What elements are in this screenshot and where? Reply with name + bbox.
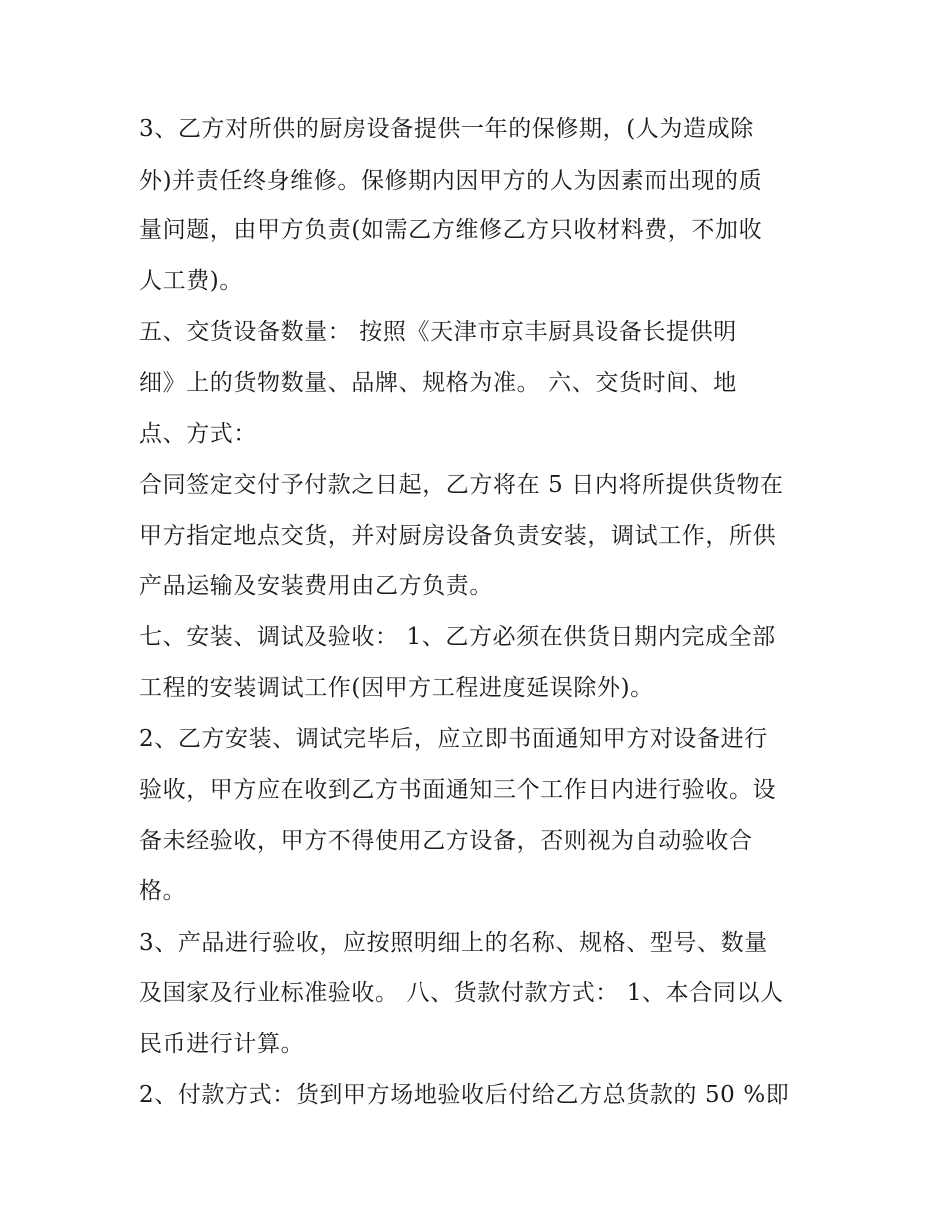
- text-line: 五、交货设备数量： 按照《天津市京丰厨具设备长提供明: [139, 319, 737, 345]
- text-line: 人工费)。: [139, 268, 243, 294]
- text-line: 工程的安装调试工作(因甲方工程进度延误除外)。: [139, 675, 654, 701]
- text-line: 验收，甲方应在收到乙方书面通知三个工作日内进行验收。设: [139, 777, 777, 803]
- text-line: 及国家及行业标准验收。 八、货款付款方式： 1、本合同以人: [139, 980, 784, 1006]
- text-line: 点、方式：: [139, 421, 257, 447]
- text-line: 备未经验收，甲方不得使用乙方设备，否则视为自动验收合: [139, 828, 753, 854]
- text-line: 2、付款方式：货到甲方场地验收后付给乙方总货款的 50 %即: [139, 1082, 790, 1108]
- text-line: 甲方指定地点交货，并对厨房设备负责安装，调试工作，所供: [139, 523, 777, 549]
- text-line: 细》上的货物数量、品牌、规格为准。 六、交货时间、地: [139, 370, 737, 396]
- text-line: 合同签定交付予付款之日起，乙方将在 5 日内将所提供货物在: [139, 472, 784, 498]
- text-line: 外)并责任终身维修。保修期内因甲方的人为因素而出现的质: [139, 168, 763, 194]
- text-line: 2、乙方安装、调试完毕后，应立即书面通知甲方对设备进行: [139, 726, 768, 752]
- text-line: 量问题，由甲方负责(如需乙方维修乙方只收材料费，不加收: [139, 217, 763, 243]
- text-line: 产品运输及安装费用由乙方负责。: [139, 573, 493, 599]
- text-line: 3、产品进行验收，应按照明细上的名称、规格、型号、数量: [139, 930, 768, 956]
- text-line: 七、安装、调试及验收： 1、乙方必须在供货日期内完成全部: [139, 624, 776, 650]
- text-line: 民币进行计算。: [139, 1031, 305, 1057]
- text-line: 格。: [139, 878, 187, 904]
- text-line: 3、乙方对所供的厨房设备提供一年的保修期，(人为造成除: [139, 116, 754, 142]
